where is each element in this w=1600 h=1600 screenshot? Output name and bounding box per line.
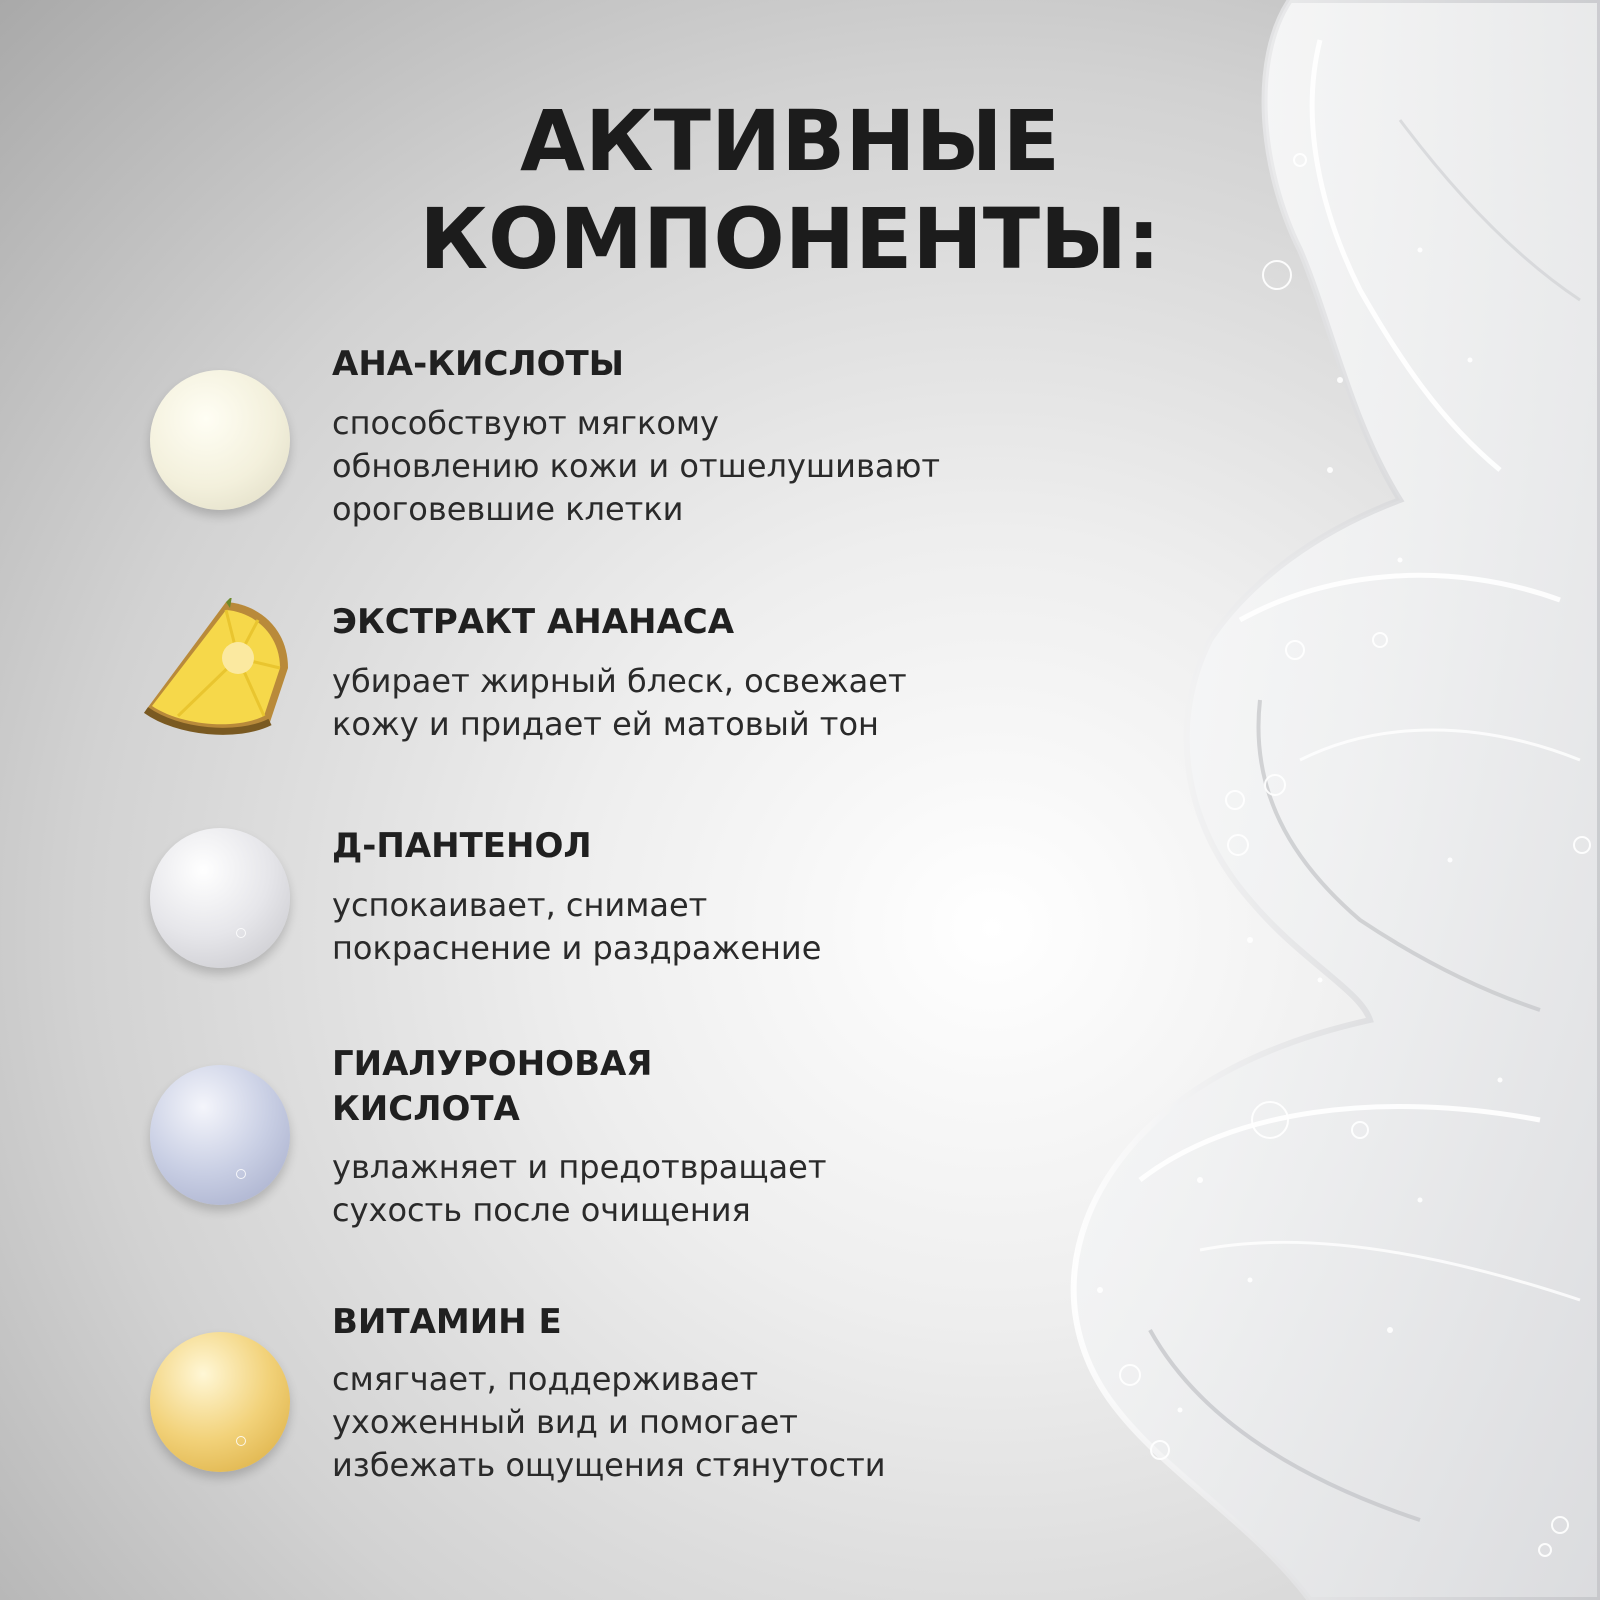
description-line: обновлению кожи и отшелушивают: [332, 447, 941, 485]
description-line: успокаивает, снимает: [332, 886, 708, 924]
ingredient-title: ЭКСТРАКТ АНАНАСА: [332, 602, 735, 642]
ingredient-description: [332, 1146, 1052, 1232]
description-line: избежать ощущения стянутости: [332, 1446, 886, 1484]
description-line: сухость после очищения: [332, 1191, 751, 1229]
description-line: покраснение и раздражение: [332, 929, 822, 967]
ingredient-description: [332, 884, 1052, 970]
page-title: [380, 92, 1200, 288]
blue-gel-drop-icon: [150, 1065, 290, 1205]
pineapple-slice-icon: [138, 598, 298, 748]
ingredient-title: ВИТАМИН Е: [332, 1302, 562, 1342]
title-line: КИСЛОТА: [332, 1089, 520, 1129]
description-line: смягчает, поддерживает: [332, 1360, 759, 1398]
title-line: ГИАЛУРОНОВАЯ: [332, 1044, 653, 1084]
ingredient-description: [332, 402, 1052, 531]
ingredient-description: [332, 1358, 1052, 1487]
cream-drop-icon: [150, 370, 290, 510]
description-line: ухоженный вид и помогает: [332, 1403, 798, 1441]
description-line: увлажняет и предотвращает: [332, 1148, 827, 1186]
title-line-2: КОМПОНЕНТЫ:: [419, 190, 1161, 288]
description-line: ороговевшие клетки: [332, 490, 684, 528]
oil-drop-icon: [150, 1332, 290, 1472]
title-line-1: АКТИВНЫЕ: [519, 92, 1060, 190]
ingredient-title: АНА-КИСЛОТЫ: [332, 344, 624, 384]
clear-gel-drop-icon: [150, 828, 290, 968]
ingredient-title: [332, 1042, 1032, 1132]
description-line: убирает жирный блеск, освежает: [332, 662, 907, 700]
description-line: кожу и придает ей матовый тон: [332, 705, 879, 743]
description-line: способствуют мягкому: [332, 404, 719, 442]
ingredient-title: Д-ПАНТЕНОЛ: [332, 826, 592, 866]
ingredient-description: [332, 660, 1052, 746]
